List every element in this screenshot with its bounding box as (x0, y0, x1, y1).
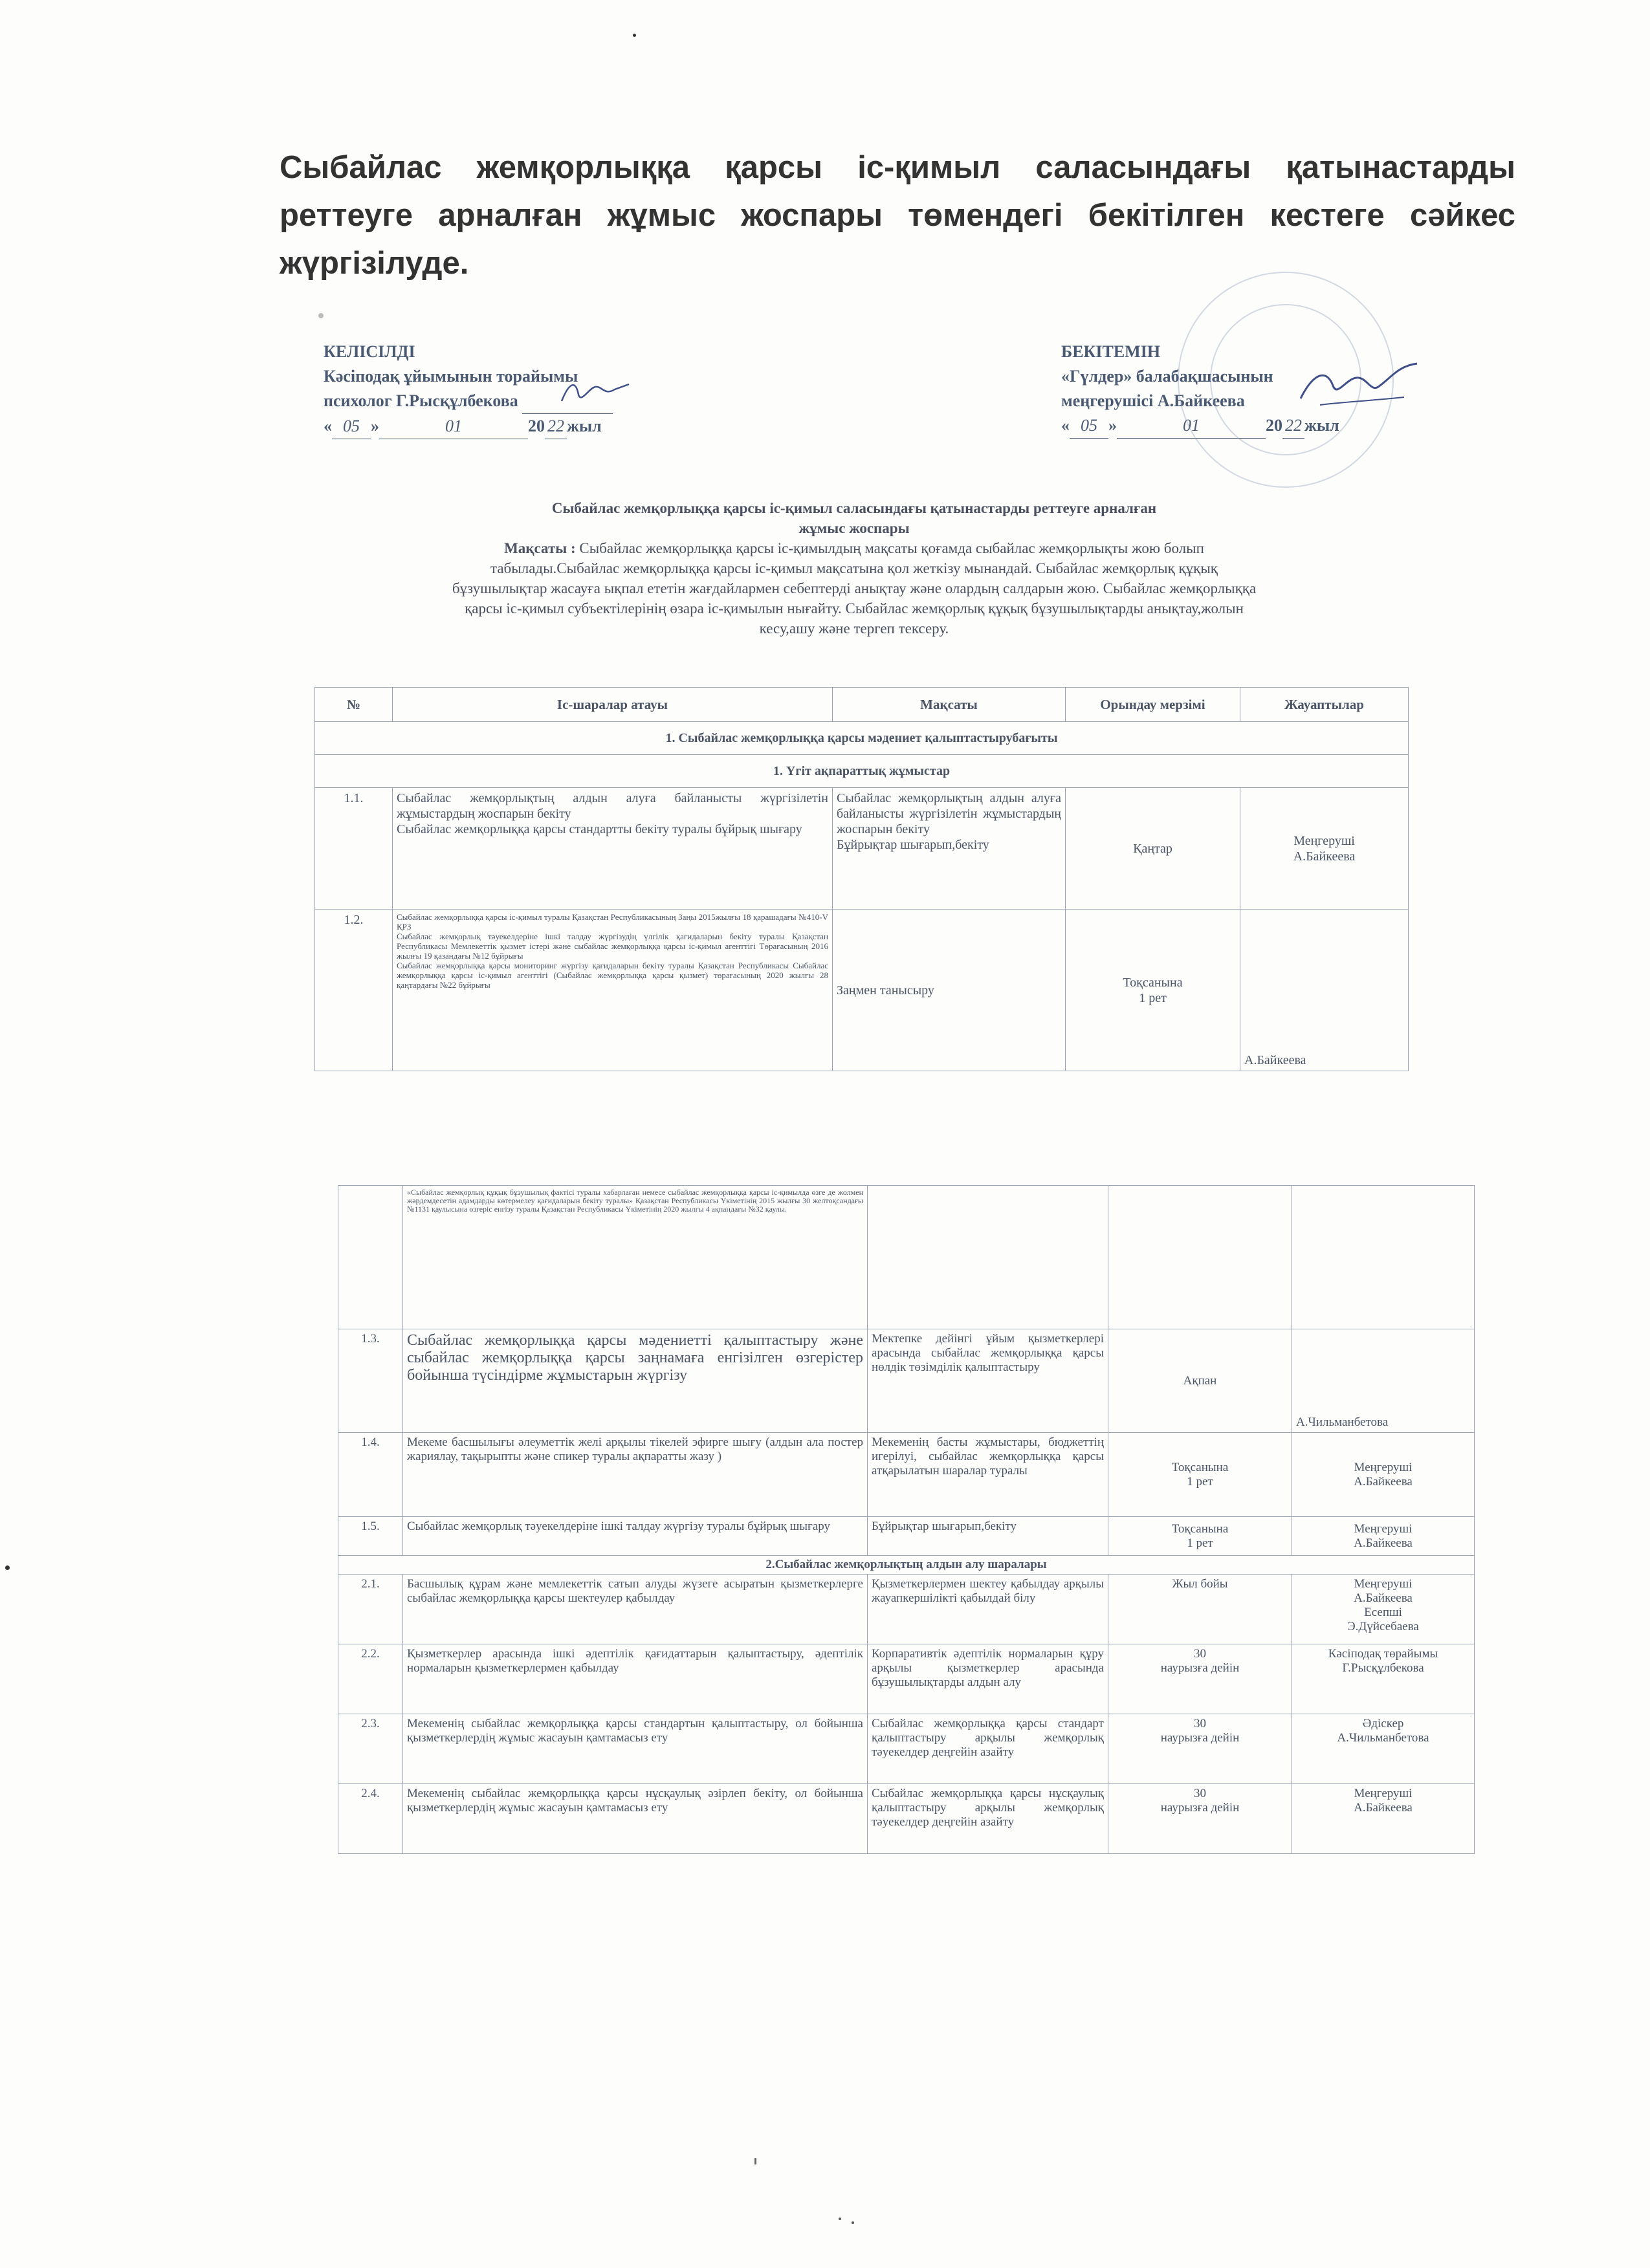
scan-speck (839, 2218, 841, 2220)
row-deadline: Тоқсанына 1 рет (1066, 910, 1240, 1071)
table-row (338, 1714, 1475, 1784)
table-row (338, 1784, 1475, 1854)
row-responsible: Меңгеруші А.Байкеева (1292, 1784, 1475, 1854)
row-action: Мекеменің сыбайлас жемқорлыққа қарсы нұсқаулық әзірлеп бекіту, ол бойынша қызметкерлердің жұмыс жасауын қамтамасыз ету (403, 1784, 868, 1854)
row-num: 1.3. (338, 1329, 403, 1433)
goal-label: Мақсаты : (504, 540, 576, 556)
row-goal: Бұйрықтар шығарып,бекіту (868, 1517, 1108, 1556)
row-action: Басшылық құрам және мемлекеттік сатып алуды жүзеге асыратын қызметкерлерге сыбайлас жемқорлыққа қарсы шектеулер қабылдау (403, 1575, 868, 1644)
row-action: Қызметкерлер арасында ішкі әдептілік қағидаттарын қалыптастыру, әдептілік нормаларын қызметкерлермен қабылдау (403, 1644, 868, 1714)
agreed-signature (556, 375, 634, 408)
agreed-year: 22 (545, 414, 567, 439)
row-goal: Сыбайлас жемқорлықтың алдын алуға байланысты жүргізілетін жұмыстардың жоспарын бекіту Бұйрықтар шығарып,бекіту (833, 788, 1066, 910)
row-responsible: Меңгеруші А.Байкеева (1240, 788, 1409, 910)
col-header-num: № (315, 688, 393, 722)
row-num: 2.4. (338, 1784, 403, 1854)
col-header-action: Іс-шаралар атауы (393, 688, 833, 722)
subsection-1-title: 1. Үгіт ақпараттық жұмыстар (315, 755, 1409, 788)
row-action: Мекеме басшылығы әлеуметтік желі арқылы тікелей эфирге шығу (алдын ала постер жариялау, тақырыпты және спикер туралы ақпаратты жазу ) (403, 1433, 868, 1517)
section-1-title: 1. Сыбайлас жемқорлыққа қарсы мәдениет қалыптастырубағыты (315, 722, 1409, 755)
scan-speck (318, 313, 324, 318)
row-deadline: Жыл бойы (1108, 1575, 1292, 1644)
row-responsible: А.Чильманбетова (1292, 1329, 1475, 1433)
agreed-day: 05 (332, 414, 371, 439)
row-responsible: Кәсіподақ төрайымы Г.Рысқұлбекова (1292, 1644, 1475, 1714)
scan-speck (633, 34, 636, 37)
row-deadline: Ақпан (1108, 1329, 1292, 1433)
row-action: Сыбайлас жемқорлыққа қарсы мәдениетті қалыптастыру және сыбайлас жемқорлыққа қарсы заңнамаға енгізілген өзгерістер бойынша түсіндірме жұмыстарын жүргізу (403, 1329, 868, 1433)
approved-line-1: «Гүлдер» балабақшасынын (1061, 367, 1273, 386)
section-2-title: 2.Сыбайлас жемқорлықтың алдын алу шаралары (338, 1556, 1475, 1575)
section-row (315, 722, 1409, 755)
row-goal: Мекеменің басты жұмыстары, бюджеттің игерілуі, сыбайлас жемқорлыққа қарсы атқарылатын шаралар туралы (868, 1433, 1108, 1517)
approved-signature (1294, 360, 1424, 418)
row-deadline: Қаңтар (1066, 788, 1240, 910)
approved-line-2: меңгерушісі А.Байкеева (1061, 391, 1245, 410)
approved-day: 05 (1070, 413, 1108, 439)
agreed-line-2: психолог Г.Рысқұлбекова (324, 391, 518, 410)
row-responsible: Меңгеруші А.Байкеева (1292, 1433, 1475, 1517)
row-goal: Заңмен танысыру (833, 910, 1066, 1071)
row-responsible: Меңгеруші А.Байкеева (1292, 1517, 1475, 1556)
row-deadline: 30 наурызға дейін (1108, 1644, 1292, 1714)
agreed-month: 01 (379, 414, 528, 439)
continued-action-text: «Сыбайлас жемқорлық құқық бұзушылық фактісі туралы хабарлаған немесе сыбайлас жемқорлыққа қарсы іс-қимылда өзге де жолмен жәрдемдесетін адамдарды көтермелеу қағидаларын бекіту туралы» Қазақстан Республикасы Үкіметінің 2015 жылғы 30 желтоқсандағы №1131 қаулысына өзгеріс енгізу туралы Қазақстан Республикасы Үкіметінің 2020 жылғы 4 ақпандағы №32 қаулы. (403, 1186, 868, 1329)
table-row-continued (338, 1186, 1475, 1329)
row-action: Сыбайлас жемқорлық тәуекелдеріне ішкі талдау жүргізу туралы бұйрық шығару (403, 1517, 868, 1556)
row-responsible: Әдіскер А.Чильманбетова (1292, 1714, 1475, 1784)
row-goal: Мектепке дейінгі ұйым қызметкерлері арасында сыбайлас жемқорлыққа қарсы нөлдік төзімділік қалыптастыру (868, 1329, 1108, 1433)
table-header-row (315, 688, 1409, 722)
col-header-responsible: Жауаптылар (1240, 688, 1409, 722)
row-num: 1.2. (315, 910, 393, 1071)
goal-line-1: Сыбайлас жемқорлыққа қарсы іс-қимылдың мақсаты қоғамда сыбайлас жемқорлықты жою болып (579, 540, 1204, 556)
row-action: Сыбайлас жемқорлықтың алдын алуға байланысты жүргізілетін жұмыстардың жоспарын бекіту Сыбайлас жемқорлыққа қарсы стандартты бекіту туралы бұйрық шығару (393, 788, 833, 910)
table-row (338, 1517, 1475, 1556)
row-goal: Қызметкерлермен шектеу қабылдау арқылы жауапкершілікті қабылдай білу (868, 1575, 1108, 1644)
section-row (315, 755, 1409, 788)
approved-title: БЕКІТЕМІН (1061, 342, 1161, 361)
page-heading: Сыбайлас жемқорлыққа қарсы іс-қимыл саласындағы қатынастарды реттеуге арналған жұмыс жоспары төмендегі бекітілген кестеге сәйкес жүргізілуде. (280, 150, 1515, 281)
plan-title-line-2: жұмыс жоспары (798, 520, 910, 536)
row-deadline: 30 наурызға дейін (1108, 1784, 1292, 1854)
approved-year: 22 (1282, 413, 1304, 439)
row-responsible: Меңгеруші А.Байкеева Есепші Э.Дүйсебаева (1292, 1575, 1475, 1644)
goal-line-2: табылады.Сыбайлас жемқорлыққа қарсы іс-қимыл мақсатына қол жеткізу мынандай. Сыбайлас жемқорлық құқық (490, 560, 1218, 576)
col-header-goal: Мақсаты (833, 688, 1066, 722)
row-goal: Корпаративтік әдептілік нормаларын құру арқылы қызметкерлер арасында бұзушылықтарды алдын алу (868, 1644, 1108, 1714)
plan-title-line-1: Сыбайлас жемқорлыққа қарсы іс-қимыл саласындағы қатынастарды реттеуге арналған (551, 500, 1157, 516)
row-deadline: Тоқсанына 1 рет (1108, 1433, 1292, 1517)
row-deadline: 30 наурызға дейін (1108, 1714, 1292, 1784)
row-action: Мекеменің сыбайлас жемқорлыққа қарсы стандартын қалыптастыру, ол бойынша қызметкерлердің жұмыс жасауын қамтамасыз ету (403, 1714, 868, 1784)
plan-table-part-1 (314, 687, 1409, 1071)
row-goal: Сыбайлас жемқорлыққа қарсы стандарт қалыптастыру арқылы жемқорлық тәуекелдер деңгейін азайту (868, 1714, 1108, 1784)
scan-speck (852, 2221, 854, 2224)
row-num: 1.1. (315, 788, 393, 910)
approved-date: « 05 » 01 20 22 жыл (1061, 413, 1339, 439)
row-num: 2.3. (338, 1714, 403, 1784)
row-responsible: А.Байкеева (1240, 910, 1409, 1071)
col-header-deadline: Орындау мерзімі (1066, 688, 1240, 722)
table-row (315, 910, 1409, 1071)
agreed-title: КЕЛІСІЛДІ (324, 342, 415, 361)
agreed-line-1: Кәсіподақ ұйымынын торайымы (324, 367, 578, 386)
row-num: 2.1. (338, 1575, 403, 1644)
row-num: 1.4. (338, 1433, 403, 1517)
scan-speck (5, 1565, 10, 1570)
approved-month: 01 (1117, 413, 1266, 439)
row-action: Сыбайлас жемқорлыққа қарсы іс-қимыл туралы Қазақстан Республикасының Заңы 2015жылғы 18 қарашадағы №410-V ҚРЗ Сыбайлас жемқорлық тәуекелдеріне ішкі талдау жүргізудің үлгілік қағидаларын бекіту туралы Қазақстан Республикасы Мемлекеттік қызмет істері және сыбайлас жемқорлыққа қарсы іс-қимыл агенттігі Төрағасының 2016 жылғы 19 қазандағы №12 бұйрығы Сыбайлас жемқорлыққа қарсы мониторинг жүргізу қағидаларын бекіту туралы Қазақстан Республикасы Сыбайлас жемқорлыққа қарсы іс-қимыл агенттігі (Сыбайлас жемқорлыққа қарсы қызмет) төрағасының 2020 жылғы 28 қаңтардағы №22 бұйрығы (393, 910, 833, 1071)
row-num: 2.2. (338, 1644, 403, 1714)
table-row (315, 788, 1409, 910)
table-row (338, 1329, 1475, 1433)
table-row (338, 1433, 1475, 1517)
plan-table-part-2 (338, 1185, 1475, 1854)
plan-heading (304, 498, 1404, 638)
section-row (338, 1556, 1475, 1575)
scan-speck (754, 2158, 756, 2164)
goal-line-3: бұзушылықтар жасауға ықпал ететін жағдайлармен себептерді анықтау және олардың салдарын жою. Сыбайлас жемқорлыққа (452, 580, 1257, 596)
row-num: 1.5. (338, 1517, 403, 1556)
row-deadline: Тоқсанына 1 рет (1108, 1517, 1292, 1556)
agreed-date: « 05 » 01 20 22 жыл (324, 414, 613, 439)
table-row (338, 1644, 1475, 1714)
goal-line-4: қарсы іс-қимыл субъектілерінің өзара іс-қимылын нығайту. Сыбайлас жемқорлық құқық бұзушылықтарды анықтау,жолын (465, 600, 1244, 616)
table-row (338, 1575, 1475, 1644)
row-goal: Сыбайлас жемқорлыққа қарсы нұсқаулық қалыптастыру арқылы жемқорлық тәуекелдер деңгейін азайту (868, 1784, 1108, 1854)
goal-line-5: кесу,ашу және тергеп тексеру. (759, 620, 949, 637)
